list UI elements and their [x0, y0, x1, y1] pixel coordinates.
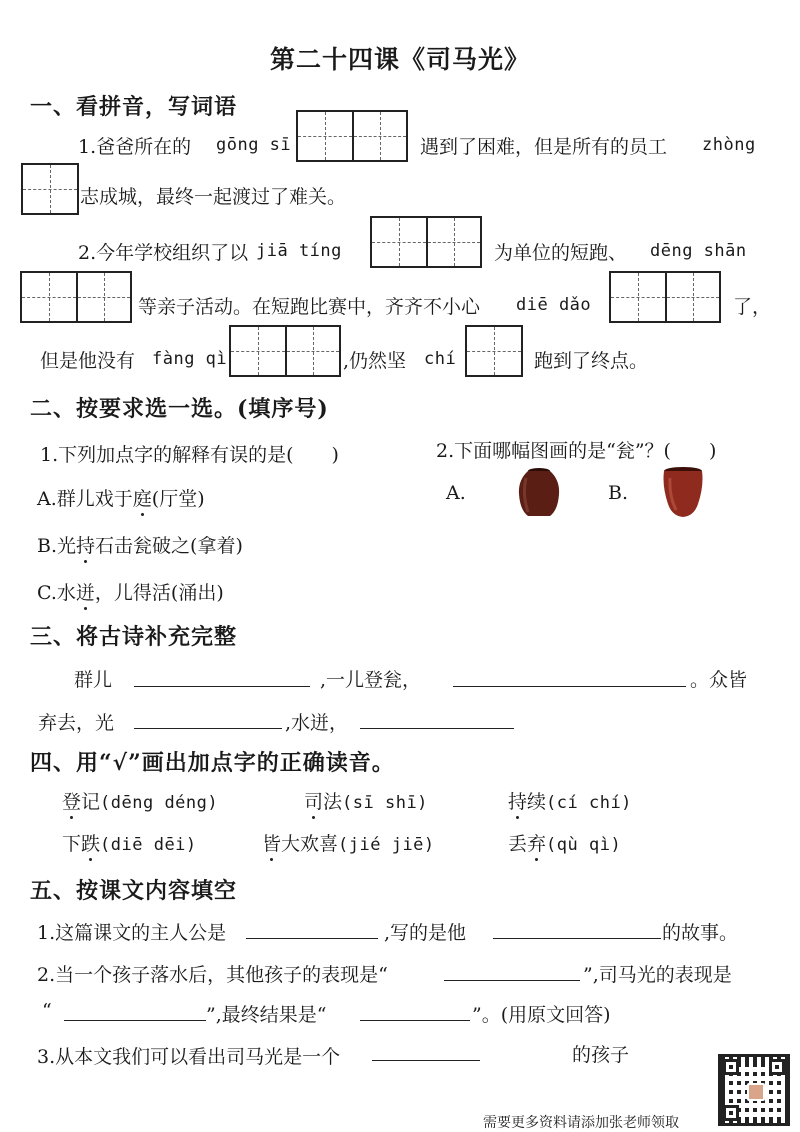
- reading-item-1[interactable]: [62, 787, 218, 814]
- dotted-char: 跌: [81, 829, 100, 856]
- answer-grid-chi[interactable]: [465, 325, 523, 377]
- q2-pinyin-4: fàng qì: [152, 349, 228, 369]
- q2-text-g: 跑到了终点。: [534, 350, 649, 372]
- q2-pinyin-3: diē dǎo: [516, 295, 592, 315]
- sec5-q1-b: ,写的是他: [384, 922, 467, 944]
- option-b-post: 石击瓮破之(拿着): [95, 535, 243, 557]
- answer-grid-jiating[interactable]: [370, 216, 482, 268]
- poem-line1-b: ,一儿登瓮，: [320, 669, 422, 691]
- section-3-heading: 三、将古诗补充完整: [30, 624, 238, 650]
- word-pre: 丢: [508, 833, 528, 855]
- dotted-char: 登: [62, 787, 81, 814]
- sec2-q2: 2.下面哪幅图画的是“瓮”？( ): [436, 440, 717, 462]
- word-rest: 法: [323, 791, 343, 813]
- q2-text-c: 等亲子活动。在短跑比赛中，齐齐不小心: [138, 296, 481, 318]
- poem-line1-c: 。众皆: [690, 669, 748, 691]
- sec5-q2-d: ”,最终结果是“: [206, 1004, 327, 1026]
- poem-blank-3[interactable]: [134, 728, 282, 729]
- q2-text-a: 2.今年学校组织了以: [78, 242, 249, 264]
- sec5-q2-c: “: [42, 1000, 52, 1022]
- option-b-pre: B.光: [37, 535, 77, 557]
- sec5-q2-b: ”,司马光的表现是: [583, 964, 732, 986]
- poem-blank-1[interactable]: [134, 686, 310, 687]
- image-option-b-label: B.: [608, 482, 629, 504]
- q1-text-c: 志成城，最终一起渡过了难关。: [80, 186, 347, 208]
- vat-image-b[interactable]: [660, 466, 706, 518]
- poem-line1-a: 群儿: [74, 669, 113, 691]
- blank-protagonist[interactable]: [246, 938, 378, 939]
- option-c-pre: C.水: [37, 582, 76, 604]
- blank-result[interactable]: [360, 1020, 470, 1021]
- dotted-char: 弃: [527, 829, 546, 856]
- option-c-dotted-char: 迸: [76, 578, 95, 605]
- reading-item-4[interactable]: [62, 829, 197, 856]
- blank-character[interactable]: [372, 1060, 480, 1061]
- pinyin-options: (dēng déng): [100, 793, 219, 813]
- answer-grid-gongsi[interactable]: [296, 110, 408, 162]
- answer-grid-zhong[interactable]: [21, 163, 79, 215]
- q2-text-b: 为单位的短跑、: [494, 242, 628, 264]
- section-1-heading: 一、看拼音，写词语: [30, 94, 238, 120]
- reading-item-3[interactable]: [508, 787, 632, 814]
- option-c-post: ，儿得活(涌出): [94, 582, 224, 604]
- answer-grid-fangqi[interactable]: [229, 325, 341, 377]
- reading-item-6[interactable]: [508, 829, 621, 856]
- blank-story[interactable]: [493, 938, 661, 939]
- section-5-heading: 五、按课文内容填空: [30, 878, 238, 904]
- dotted-char: 持: [508, 787, 527, 814]
- poem-blank-4[interactable]: [360, 728, 514, 729]
- section-2-heading: 二、按要求选一选。(填序号): [30, 396, 329, 422]
- word-pre: 下: [62, 833, 82, 855]
- reading-item-2[interactable]: [304, 787, 428, 814]
- option-c[interactable]: [37, 578, 224, 605]
- q2-pinyin-5: chí: [424, 349, 457, 369]
- q2-text-f: ,仍然坚: [343, 350, 407, 372]
- sec5-q3-b: 的孩子: [572, 1044, 630, 1066]
- dotted-char: 司: [304, 787, 323, 814]
- footer-note: 需要更多资料请添加张老师领取: [483, 1115, 679, 1131]
- q1-text-a: 1.爸爸所在的: [78, 136, 192, 158]
- sec5-q3-a: 3.从本文我们可以看出司马光是一个: [37, 1046, 341, 1068]
- q2-text-d: 了，: [733, 296, 772, 318]
- q1-pinyin-2: zhòng: [702, 135, 756, 155]
- option-b[interactable]: [37, 531, 243, 558]
- pinyin-options: (qù qì): [546, 835, 622, 855]
- q1-pinyin-1: gōng sī: [216, 135, 292, 155]
- option-a-dotted-char: 庭: [133, 484, 152, 511]
- word-rest: 记: [81, 791, 101, 813]
- urn-image-a[interactable]: [516, 466, 562, 518]
- reading-item-5[interactable]: [262, 829, 435, 856]
- pinyin-options: (diē dēi): [100, 835, 197, 855]
- sec5-q1-c: 的故事。: [662, 922, 739, 944]
- image-option-a-label: A.: [446, 482, 466, 504]
- answer-grid-dengshan[interactable]: [20, 271, 132, 323]
- word-rest: 大欢喜: [281, 833, 339, 855]
- sec5-q1-a: 1.这篇课文的主人公是: [37, 922, 227, 944]
- pinyin-options: (cí chí): [546, 793, 632, 813]
- q2-pinyin-1: jiā tíng: [256, 241, 342, 261]
- pinyin-options: (jié jiē): [338, 835, 435, 855]
- word-rest: 续: [527, 791, 547, 813]
- option-a[interactable]: [37, 484, 205, 511]
- blank-other-children[interactable]: [444, 980, 580, 981]
- option-b-dotted-char: 持: [76, 531, 95, 558]
- avatar: [747, 1083, 765, 1101]
- sec5-q2-a: 2.当一个孩子落水后，其他孩子的表现是“: [37, 964, 388, 986]
- sec2-q1: 1.下列加点字的解释有误的是( ): [40, 444, 339, 466]
- page-title: 第二十四课《司马光》: [269, 45, 530, 74]
- option-a-post: (厅堂): [151, 488, 205, 510]
- q2-pinyin-2: dēng shān: [650, 241, 747, 261]
- blank-simaguang[interactable]: [64, 1020, 206, 1021]
- q2-text-e: 但是他没有: [40, 350, 136, 372]
- section-4-heading: 四、用“√”画出加点字的正确读音。: [30, 750, 395, 776]
- option-a-pre: A.群儿戏于: [37, 488, 133, 510]
- poem-blank-2[interactable]: [453, 686, 686, 687]
- poem-line2-b: ,水迸，: [285, 712, 349, 734]
- poem-line2-a: 弃去，光: [38, 712, 115, 734]
- answer-grid-diedao[interactable]: [609, 271, 721, 323]
- sec5-q2-e: ”。(用原文回答): [472, 1004, 611, 1026]
- qr-code-icon[interactable]: [718, 1054, 790, 1126]
- q1-text-b: 遇到了困难，但是所有的员工: [420, 136, 668, 158]
- pinyin-options: (sī shī): [342, 793, 428, 813]
- dotted-char: 皆: [262, 829, 281, 856]
